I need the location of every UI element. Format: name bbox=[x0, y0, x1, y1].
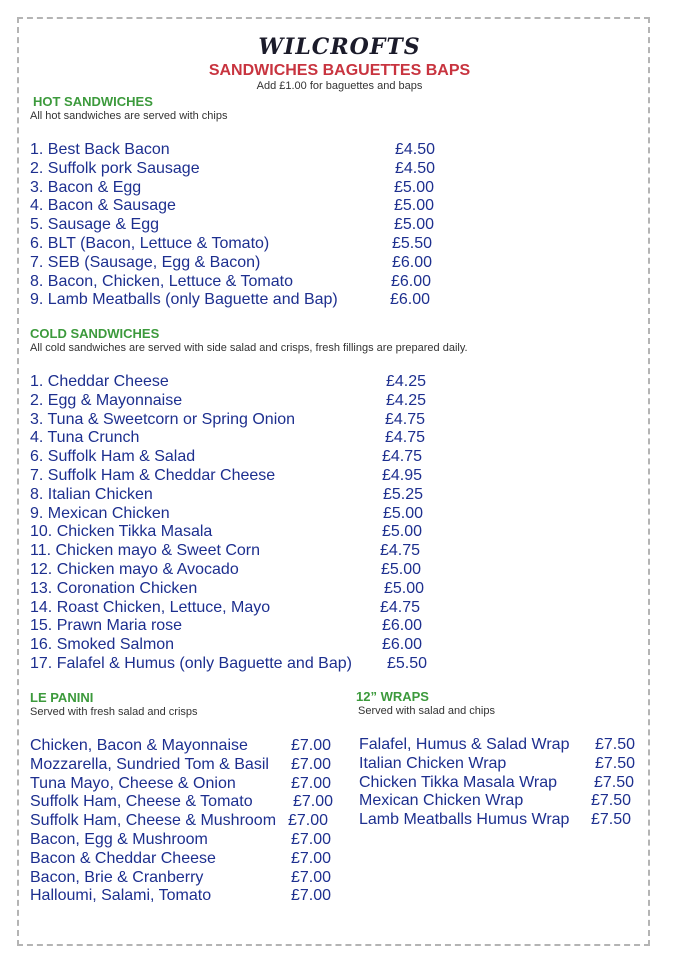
menu-item bbox=[30, 291, 450, 310]
menu-item bbox=[30, 542, 450, 561]
menu-item bbox=[359, 755, 649, 774]
menu-item bbox=[30, 599, 450, 618]
menu-item bbox=[359, 774, 649, 793]
menu-item bbox=[30, 160, 450, 179]
item-name: 7. Suffolk Ham & Cheddar Cheese bbox=[30, 466, 276, 484]
menu-item bbox=[30, 486, 450, 505]
item-price: £7.00 bbox=[291, 830, 332, 848]
menu-item bbox=[30, 254, 450, 273]
item-price: £7.00 bbox=[291, 755, 332, 773]
menu-item bbox=[30, 655, 450, 674]
item-price: £5.00 bbox=[382, 523, 423, 541]
menu-item bbox=[30, 141, 450, 160]
item-price: £4.50 bbox=[395, 141, 436, 158]
item-name: 4. Tuna Crunch bbox=[30, 429, 140, 447]
item-price: £5.00 bbox=[394, 216, 435, 234]
item-name: Suffolk Ham, Cheese & Tomato bbox=[30, 793, 253, 811]
item-price: £7.00 bbox=[291, 774, 332, 792]
item-price: £4.95 bbox=[382, 466, 423, 484]
menu-item bbox=[30, 812, 350, 831]
menu-item bbox=[30, 617, 450, 636]
item-price: £7.00 bbox=[291, 887, 332, 905]
menu-item bbox=[30, 869, 350, 888]
item-name: 11. Chicken mayo & Sweet Corn bbox=[30, 542, 261, 560]
item-name: Suffolk Ham, Cheese & Mushroom bbox=[30, 812, 277, 830]
item-price: £7.50 bbox=[594, 773, 635, 791]
item-name: Lamb Meatballs Humus Wrap bbox=[359, 811, 570, 829]
menu-item bbox=[359, 811, 649, 830]
item-price: £4.50 bbox=[395, 159, 436, 177]
panini-title: LE PANINI bbox=[30, 690, 94, 705]
menu-item bbox=[30, 179, 450, 198]
menu-item bbox=[30, 448, 450, 467]
item-name: 3. Bacon & Egg bbox=[30, 178, 142, 196]
item-name: 1. Best Back Bacon bbox=[30, 141, 170, 158]
menu-item bbox=[359, 736, 649, 755]
item-name: 7. SEB (Sausage, Egg & Bacon) bbox=[30, 253, 261, 271]
item-name: 8. Italian Chicken bbox=[30, 485, 153, 503]
item-name: Mexican Chicken Wrap bbox=[359, 792, 524, 810]
menu-item bbox=[30, 737, 350, 756]
hot-sandwiches-list bbox=[30, 141, 450, 310]
item-price: £6.00 bbox=[382, 636, 423, 654]
menu-item bbox=[30, 831, 350, 850]
item-price: £7.50 bbox=[595, 754, 636, 772]
add-note: Add £1.00 for baguettes and baps bbox=[256, 80, 423, 92]
item-name: 9. Lamb Meatballs (only Baguette and Bap) bbox=[30, 291, 338, 309]
item-price: £4.25 bbox=[386, 373, 427, 390]
menu-item bbox=[30, 793, 350, 812]
item-price: £5.00 bbox=[383, 504, 424, 522]
panini-list bbox=[30, 737, 350, 906]
item-name: Italian Chicken Wrap bbox=[359, 754, 507, 772]
item-price: £4.25 bbox=[386, 391, 427, 409]
cold-sandwiches-list bbox=[30, 373, 450, 674]
item-price: £5.50 bbox=[387, 654, 428, 672]
item-name: Bacon & Cheddar Cheese bbox=[30, 849, 216, 867]
item-name: 2. Egg & Mayonnaise bbox=[30, 391, 183, 409]
menu-item bbox=[30, 636, 450, 655]
item-price: £4.75 bbox=[380, 542, 421, 560]
item-name: Chicken Tikka Masala Wrap bbox=[359, 773, 557, 791]
item-name: 3. Tuna & Sweetcorn or Spring Onion bbox=[30, 410, 296, 428]
item-name: Bacon, Brie & Cranberry bbox=[30, 868, 204, 886]
item-name: 10. Chicken Tikka Masala bbox=[30, 523, 213, 541]
item-name: Falafel, Humus & Salad Wrap bbox=[359, 736, 570, 753]
item-name: 6. Suffolk Ham & Salad bbox=[30, 448, 196, 466]
menu-item bbox=[30, 216, 450, 235]
item-price: £6.00 bbox=[390, 291, 431, 309]
menu-item bbox=[30, 373, 450, 392]
item-name: Mozzarella, Sundried Tom & Basil bbox=[30, 755, 269, 773]
menu-item bbox=[30, 235, 450, 254]
item-name: 5. Sausage & Egg bbox=[30, 216, 159, 234]
item-price: £5.00 bbox=[384, 579, 425, 597]
item-name: 17. Falafel & Humus (only Baguette and Bap) bbox=[30, 654, 352, 672]
item-price: £7.00 bbox=[288, 812, 329, 830]
brand-title: WILCROFTS bbox=[258, 34, 421, 60]
item-name: 16. Smoked Salmon bbox=[30, 636, 175, 654]
item-name: Halloumi, Salami, Tomato bbox=[30, 887, 212, 905]
menu-item bbox=[30, 850, 350, 869]
item-price: £5.00 bbox=[394, 178, 435, 196]
hot-sandwiches-title: HOT SANDWICHES bbox=[33, 94, 153, 109]
cold-sandwiches-note: All cold sandwiches are served with side salad and crisps, fresh fillings are prepared daily. bbox=[30, 342, 468, 354]
item-price: £7.00 bbox=[291, 849, 332, 867]
item-name: 1. Cheddar Cheese bbox=[30, 373, 169, 390]
item-name: 2. Suffolk pork Sausage bbox=[30, 159, 200, 177]
item-price: £6.00 bbox=[391, 272, 432, 290]
hot-sandwiches-note: All hot sandwiches are served with chips bbox=[30, 110, 228, 122]
cold-sandwiches-title: COLD SANDWICHES bbox=[30, 326, 160, 341]
menu-item bbox=[30, 580, 450, 599]
item-price: £7.50 bbox=[591, 792, 632, 810]
menu-item bbox=[30, 887, 350, 906]
item-name: 15. Prawn Maria rose bbox=[30, 617, 183, 635]
item-name: 4. Bacon & Sausage bbox=[30, 197, 176, 215]
item-name: 8. Bacon, Chicken, Lettuce & Tomato bbox=[30, 272, 293, 290]
wraps-title: 12” WRAPS bbox=[356, 689, 429, 704]
menu-item bbox=[30, 429, 450, 448]
item-price: £6.00 bbox=[382, 617, 423, 635]
item-name: 12. Chicken mayo & Avocado bbox=[30, 560, 239, 578]
menu-item bbox=[30, 273, 450, 292]
item-price: £7.00 bbox=[291, 737, 332, 754]
item-price: £7.00 bbox=[291, 868, 332, 886]
item-price: £5.00 bbox=[381, 560, 422, 578]
menu-item bbox=[30, 775, 350, 794]
menu-item bbox=[30, 197, 450, 216]
panini-note: Served with fresh salad and crisps bbox=[30, 706, 198, 718]
item-price: £5.50 bbox=[392, 234, 433, 252]
menu-subtitle: SANDWICHES BAGUETTES BAPS bbox=[208, 62, 471, 79]
menu-item bbox=[30, 561, 450, 580]
item-name: Bacon, Egg & Mushroom bbox=[30, 830, 208, 848]
item-price: £5.25 bbox=[383, 485, 424, 503]
item-name: 14. Roast Chicken, Lettuce, Mayo bbox=[30, 598, 271, 616]
item-price: £4.75 bbox=[385, 429, 426, 447]
item-name: 13. Coronation Chicken bbox=[30, 579, 198, 597]
menu-item bbox=[30, 505, 450, 524]
wraps-note: Served with salad and chips bbox=[358, 705, 495, 717]
menu-item bbox=[359, 792, 649, 811]
item-name: Tuna Mayo, Cheese & Onion bbox=[30, 774, 236, 792]
item-price: £5.00 bbox=[394, 197, 435, 215]
menu-item bbox=[30, 523, 450, 542]
item-price: £6.00 bbox=[392, 253, 433, 271]
item-name: 6. BLT (Bacon, Lettuce & Tomato) bbox=[30, 234, 270, 252]
item-price: £4.75 bbox=[385, 410, 426, 428]
item-name: 9. Mexican Chicken bbox=[30, 504, 170, 522]
menu-item bbox=[30, 467, 450, 486]
item-price: £4.75 bbox=[382, 448, 423, 466]
wraps-list bbox=[359, 736, 649, 830]
menu-item bbox=[30, 392, 450, 411]
item-name: Chicken, Bacon & Mayonnaise bbox=[30, 737, 248, 754]
item-price: £7.50 bbox=[595, 736, 636, 753]
menu-item bbox=[30, 756, 350, 775]
menu-item bbox=[30, 411, 450, 430]
item-price: £7.50 bbox=[591, 811, 632, 829]
item-price: £7.00 bbox=[293, 793, 334, 811]
item-price: £4.75 bbox=[380, 598, 421, 616]
